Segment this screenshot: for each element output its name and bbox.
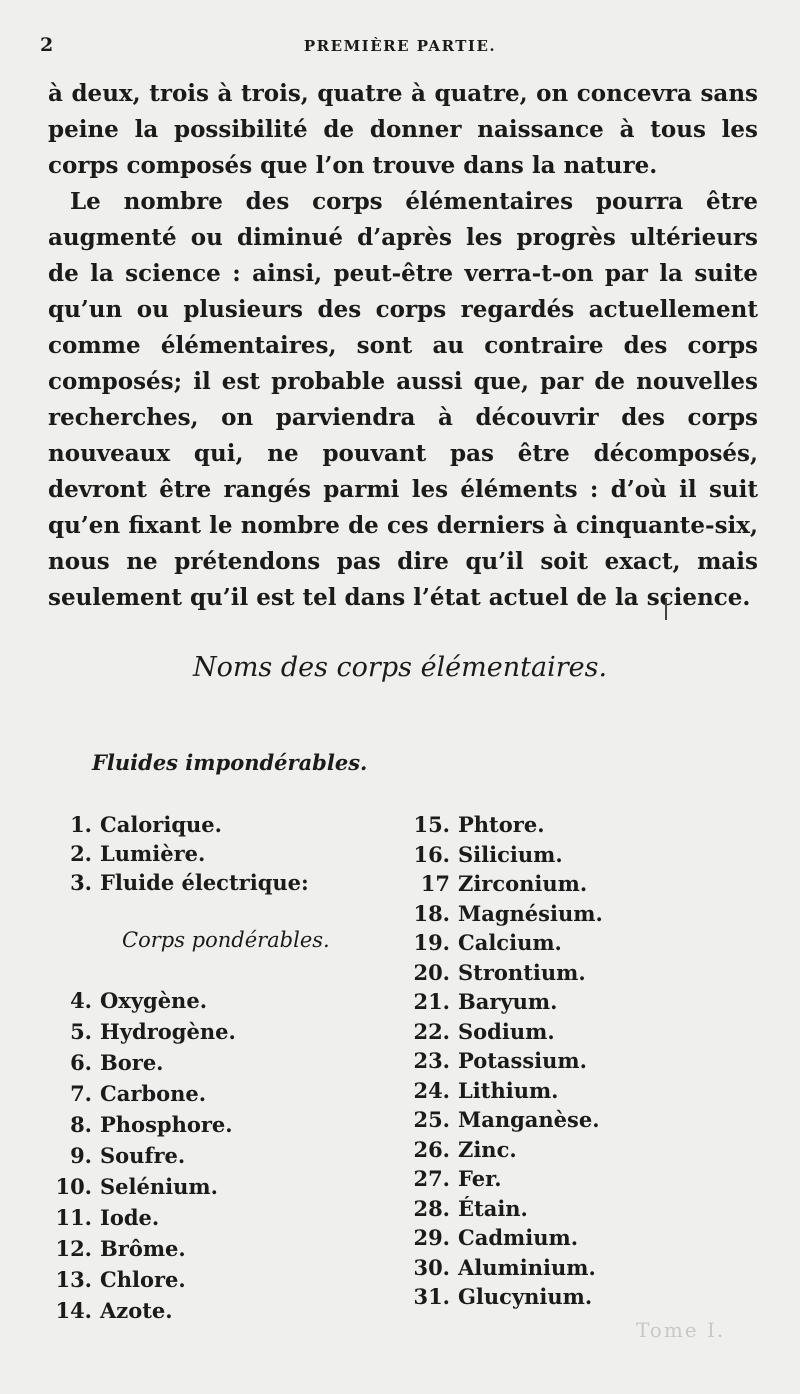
element-number: 2. bbox=[70, 841, 92, 866]
element-name: Calorique. bbox=[100, 812, 222, 837]
element-number: 8. bbox=[70, 1112, 92, 1137]
element-number: 17 bbox=[420, 871, 450, 896]
element-list-item bbox=[40, 870, 309, 895]
element-number: 7. bbox=[70, 1081, 92, 1106]
element-name: Manganèse. bbox=[458, 1107, 600, 1132]
element-list-item bbox=[402, 1078, 559, 1103]
running-head: PREMIÈRE PARTIE. bbox=[303, 37, 497, 55]
element-name: Lithium. bbox=[458, 1077, 559, 1103]
element-number: 28. bbox=[413, 1195, 450, 1221]
element-name: Hydrogène. bbox=[100, 1019, 236, 1044]
element-name: Selénium. bbox=[100, 1174, 218, 1199]
element-list-item bbox=[40, 988, 207, 1013]
element-name: Phtore. bbox=[458, 812, 545, 837]
section-title: Noms des corps élémentaires. bbox=[192, 652, 608, 683]
element-number: 12. bbox=[55, 1236, 92, 1261]
element-name: Potassium. bbox=[458, 1048, 587, 1073]
page-number: 2 bbox=[40, 34, 54, 56]
element-name: Zirconium. bbox=[458, 871, 588, 896]
element-number: 20. bbox=[413, 959, 450, 985]
element-name: Chlore. bbox=[100, 1267, 186, 1292]
element-number: 3. bbox=[70, 870, 92, 895]
element-name: Sodium. bbox=[458, 1018, 555, 1044]
element-number: 5. bbox=[70, 1019, 92, 1044]
element-number: 14. bbox=[55, 1298, 92, 1323]
element-list-item bbox=[40, 1205, 159, 1230]
element-number: 15. bbox=[413, 812, 450, 837]
element-list-item bbox=[40, 1143, 185, 1168]
element-name: Étain. bbox=[458, 1195, 528, 1221]
element-list-item bbox=[402, 871, 587, 896]
element-name: Fluide électrique: bbox=[100, 870, 309, 895]
element-number: 25. bbox=[413, 1107, 450, 1132]
element-list-item bbox=[402, 1107, 600, 1132]
element-list-item bbox=[40, 1112, 233, 1137]
element-list-item bbox=[402, 1225, 578, 1250]
element-name: Fer. bbox=[458, 1166, 502, 1191]
element-name: Carbone. bbox=[100, 1081, 207, 1106]
element-list-item bbox=[402, 842, 563, 867]
element-number: 24. bbox=[413, 1077, 450, 1103]
element-name: Iode. bbox=[100, 1205, 160, 1230]
element-number: 22. bbox=[413, 1018, 450, 1044]
element-name: Phosphore. bbox=[100, 1112, 233, 1137]
element-name: Oxygène. bbox=[100, 988, 207, 1013]
element-list-item bbox=[40, 1267, 186, 1292]
element-number: 19. bbox=[413, 930, 450, 955]
element-list-item bbox=[40, 1050, 164, 1075]
element-name: Brôme. bbox=[100, 1236, 186, 1261]
element-name: Zinc. bbox=[458, 1136, 517, 1162]
element-list-item bbox=[402, 901, 603, 926]
element-list-item bbox=[40, 841, 205, 866]
element-number: 21. bbox=[413, 989, 450, 1014]
element-number: 4. bbox=[70, 988, 92, 1013]
paragraph-continuation: à deux, trois à trois, quatre à quatre, on concevra sans peine la possibilité de donner naissance à tous les corps composés que l’on trouve dans la nature. bbox=[48, 80, 758, 179]
element-name: Lumière. bbox=[100, 841, 206, 866]
element-list-item bbox=[402, 930, 562, 955]
element-number: 11. bbox=[55, 1205, 92, 1230]
element-name: Baryum. bbox=[458, 989, 558, 1014]
element-list-item bbox=[40, 1019, 236, 1044]
element-number: 30. bbox=[413, 1254, 450, 1280]
element-list-item bbox=[402, 1019, 555, 1044]
element-list-item bbox=[402, 1196, 528, 1221]
element-list-item bbox=[40, 1081, 206, 1106]
element-number: 27. bbox=[413, 1166, 450, 1191]
element-name: Cadmium. bbox=[458, 1225, 579, 1250]
element-name: Aluminium. bbox=[458, 1254, 596, 1280]
element-name: Silicium. bbox=[458, 841, 563, 867]
element-name: Azote. bbox=[100, 1298, 173, 1323]
element-list-item bbox=[402, 1048, 587, 1073]
body-text bbox=[48, 76, 758, 616]
element-list-item bbox=[40, 1298, 173, 1323]
element-list-item bbox=[402, 1137, 517, 1162]
element-list-item bbox=[402, 812, 545, 837]
separator-mark bbox=[665, 598, 673, 620]
element-number: 16. bbox=[413, 841, 450, 867]
element-name: Magnésium. bbox=[458, 900, 603, 926]
paragraph-number-of-elements: Le nombre des corps élémentaires pourra être augmenté ou diminué d’après les progrès ultérieurs de la science : ainsi, peut-être verra-t-on par la suite qu’un ou plusieurs des corps regardés actuellement comme élémentaires, sont au contraire des corps composés; il est probable aussi que, par de nouvelles recherches, on parviendra à découvrir des corps nouveaux qui, ne pouvant pas être décomposés, devront être rangés parmi les éléments : d’où il suit qu’en fixant le nombre de ces derniers à cinquante-six, nous ne prétendons pas dire qu’il soit exact, mais seulement qu’il est tel dans l’état actuel de la science. bbox=[48, 188, 758, 611]
element-list-item bbox=[40, 1174, 218, 1199]
element-number: 23. bbox=[413, 1048, 450, 1073]
element-list-item bbox=[40, 1236, 186, 1261]
element-list-item bbox=[40, 812, 222, 837]
element-name: Soufre. bbox=[100, 1143, 186, 1168]
subhead-ponderable: Corps pondérables. bbox=[122, 928, 330, 952]
page-header bbox=[40, 34, 760, 58]
element-number: 26. bbox=[413, 1136, 450, 1162]
element-number: 9. bbox=[70, 1143, 92, 1168]
element-number: 1. bbox=[70, 812, 92, 837]
element-list-item bbox=[402, 1166, 502, 1191]
element-name: Strontium. bbox=[458, 959, 586, 985]
element-list-item bbox=[402, 1284, 592, 1309]
element-number: 10. bbox=[55, 1174, 92, 1199]
element-name: Glucynium. bbox=[458, 1284, 593, 1309]
element-number: 29. bbox=[413, 1225, 450, 1250]
element-name: Calcium. bbox=[458, 930, 562, 955]
element-number: 31. bbox=[413, 1284, 450, 1309]
element-list-item bbox=[402, 989, 557, 1014]
element-list-item bbox=[402, 960, 586, 985]
element-number: 13. bbox=[55, 1267, 92, 1292]
element-name: Bore. bbox=[100, 1050, 164, 1075]
folio-signature: Tome I. bbox=[636, 1318, 726, 1342]
element-number: 18. bbox=[413, 900, 450, 926]
element-list-item bbox=[402, 1255, 596, 1280]
subhead-imponderable: Fluides impondérables. bbox=[92, 750, 368, 775]
element-number: 6. bbox=[70, 1050, 92, 1075]
